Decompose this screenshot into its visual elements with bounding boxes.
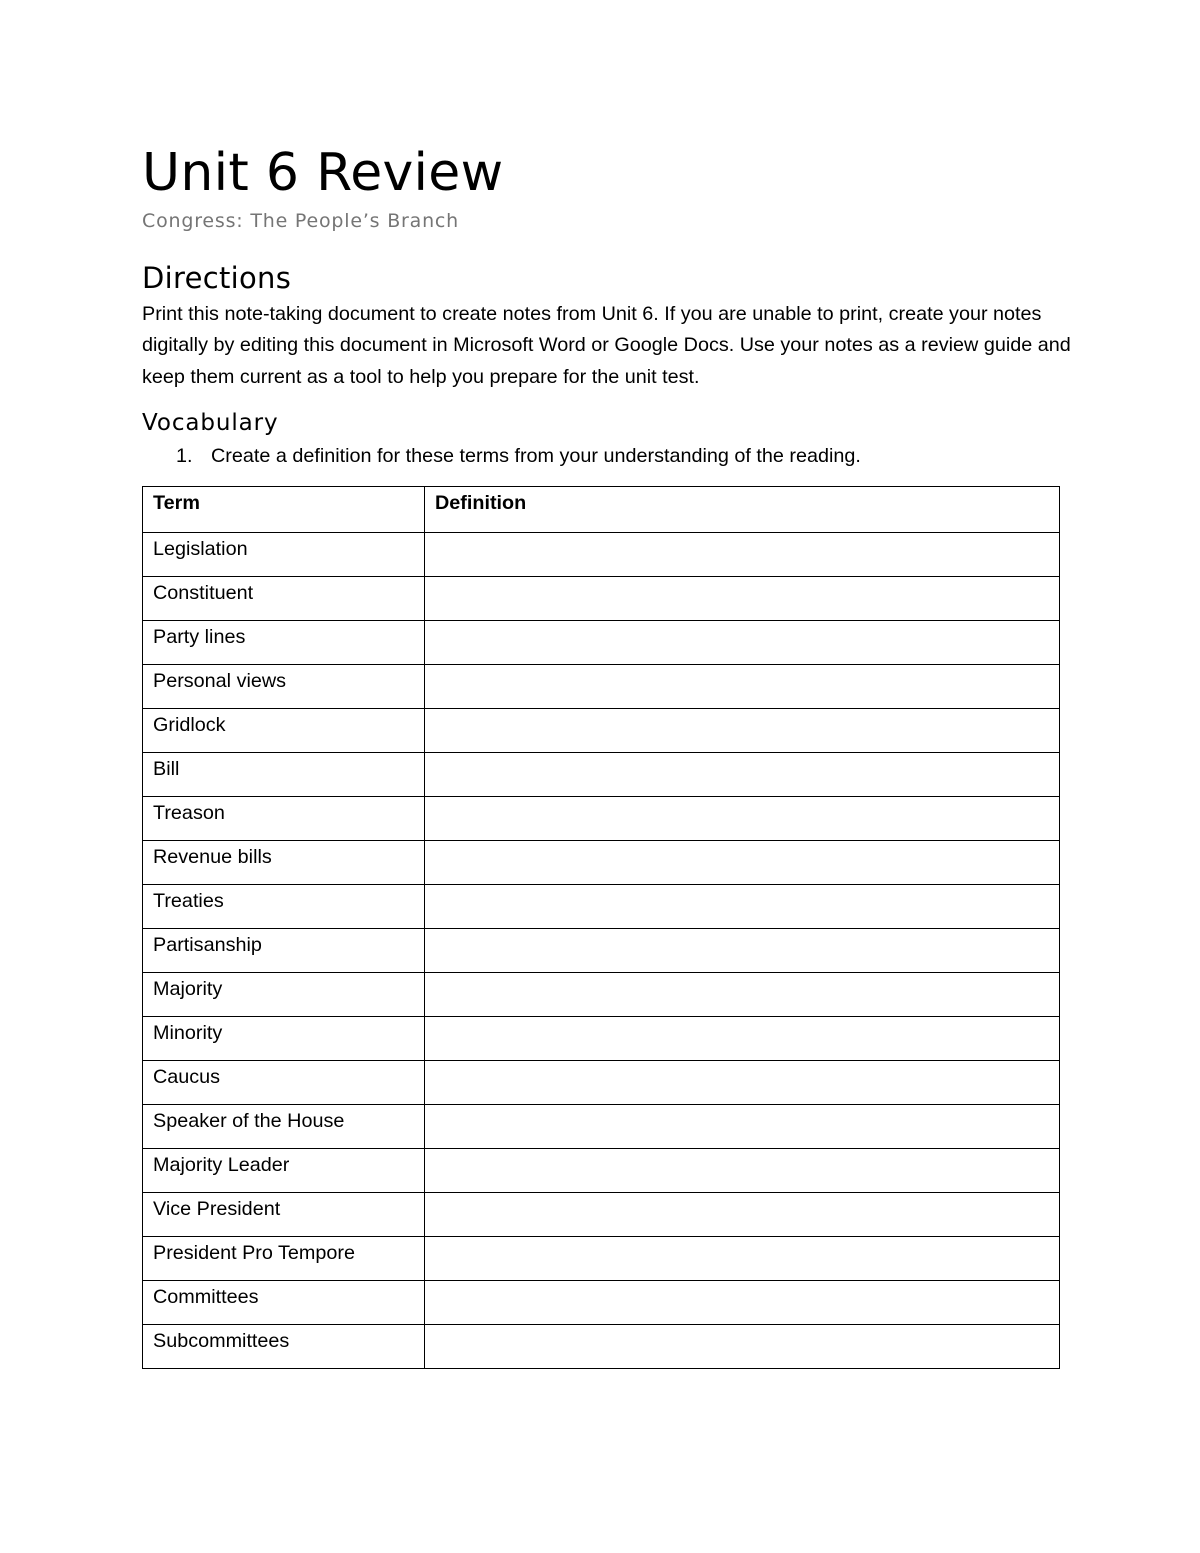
table-row (143, 841, 1060, 885)
table-row (143, 1061, 1060, 1105)
table-row (143, 621, 1060, 665)
vocabulary-table-body (143, 533, 1060, 1369)
term-cell: Personal views (143, 665, 425, 709)
table-header-row (143, 487, 1060, 533)
definition-cell[interactable] (425, 1061, 1060, 1105)
table-row (143, 753, 1060, 797)
definition-cell[interactable] (425, 577, 1060, 621)
term-cell: Bill (143, 753, 425, 797)
term-cell: Gridlock (143, 709, 425, 753)
table-row (143, 1017, 1060, 1061)
term-cell: Majority (143, 973, 425, 1017)
table-row (143, 1193, 1060, 1237)
definition-cell[interactable] (425, 709, 1060, 753)
term-cell: Caucus (143, 1061, 425, 1105)
definition-cell[interactable] (425, 533, 1060, 577)
definition-cell[interactable] (425, 1237, 1060, 1281)
term-cell: Party lines (143, 621, 425, 665)
definition-cell[interactable] (425, 1281, 1060, 1325)
page-subtitle: Congress: The People’s Branch (142, 210, 460, 232)
directions-heading: Directions (142, 261, 292, 295)
table-row (143, 1237, 1060, 1281)
term-cell: President Pro Tempore (143, 1237, 425, 1281)
table-row (143, 665, 1060, 709)
definition-cell[interactable] (425, 665, 1060, 709)
definition-cell[interactable] (425, 885, 1060, 929)
definition-cell[interactable] (425, 1193, 1060, 1237)
table-row (143, 797, 1060, 841)
table-row (143, 929, 1060, 973)
term-cell: Revenue bills (143, 841, 425, 885)
term-cell: Vice President (143, 1193, 425, 1237)
term-cell: Committees (143, 1281, 425, 1325)
term-column-header: Term (143, 487, 425, 533)
table-row (143, 1325, 1060, 1369)
vocabulary-table (142, 486, 1060, 1369)
term-cell: Speaker of the House (143, 1105, 425, 1149)
table-row (143, 1105, 1060, 1149)
definition-column-header: Definition (425, 487, 1060, 533)
term-cell: Treaties (143, 885, 425, 929)
table-row (143, 577, 1060, 621)
table-row (143, 1281, 1060, 1325)
vocabulary-instruction (176, 441, 861, 471)
term-cell: Majority Leader (143, 1149, 425, 1193)
list-number: 1. (176, 445, 193, 467)
table-row (143, 709, 1060, 753)
term-cell: Minority (143, 1017, 425, 1061)
definition-cell[interactable] (425, 973, 1060, 1017)
page-title: Unit 6 Review (142, 143, 504, 203)
directions-text: Print this note-taking document to create notes from Unit 6. If you are unable to print, create your notes digitally by editing this document in Microsoft Word or Google Docs. Use your notes as a review guide and keep them current as a tool to help you prepare for the unit test. (142, 303, 1071, 388)
definition-cell[interactable] (425, 1325, 1060, 1369)
definition-cell[interactable] (425, 753, 1060, 797)
term-cell: Treason (143, 797, 425, 841)
definition-cell[interactable] (425, 1149, 1060, 1193)
definition-cell[interactable] (425, 797, 1060, 841)
term-cell: Partisanship (143, 929, 425, 973)
definition-cell[interactable] (425, 841, 1060, 885)
definition-cell[interactable] (425, 1105, 1060, 1149)
term-cell: Subcommittees (143, 1325, 425, 1369)
table-row (143, 1149, 1060, 1193)
vocabulary-heading: Vocabulary (142, 410, 279, 436)
definition-cell[interactable] (425, 929, 1060, 973)
term-cell: Legislation (143, 533, 425, 577)
term-cell: Constituent (143, 577, 425, 621)
definition-cell[interactable] (425, 1017, 1060, 1061)
table-row (143, 533, 1060, 577)
table-row (143, 885, 1060, 929)
table-row (143, 973, 1060, 1017)
definition-cell[interactable] (425, 621, 1060, 665)
list-item-text: Create a definition for these terms from your understanding of the reading. (211, 445, 861, 467)
